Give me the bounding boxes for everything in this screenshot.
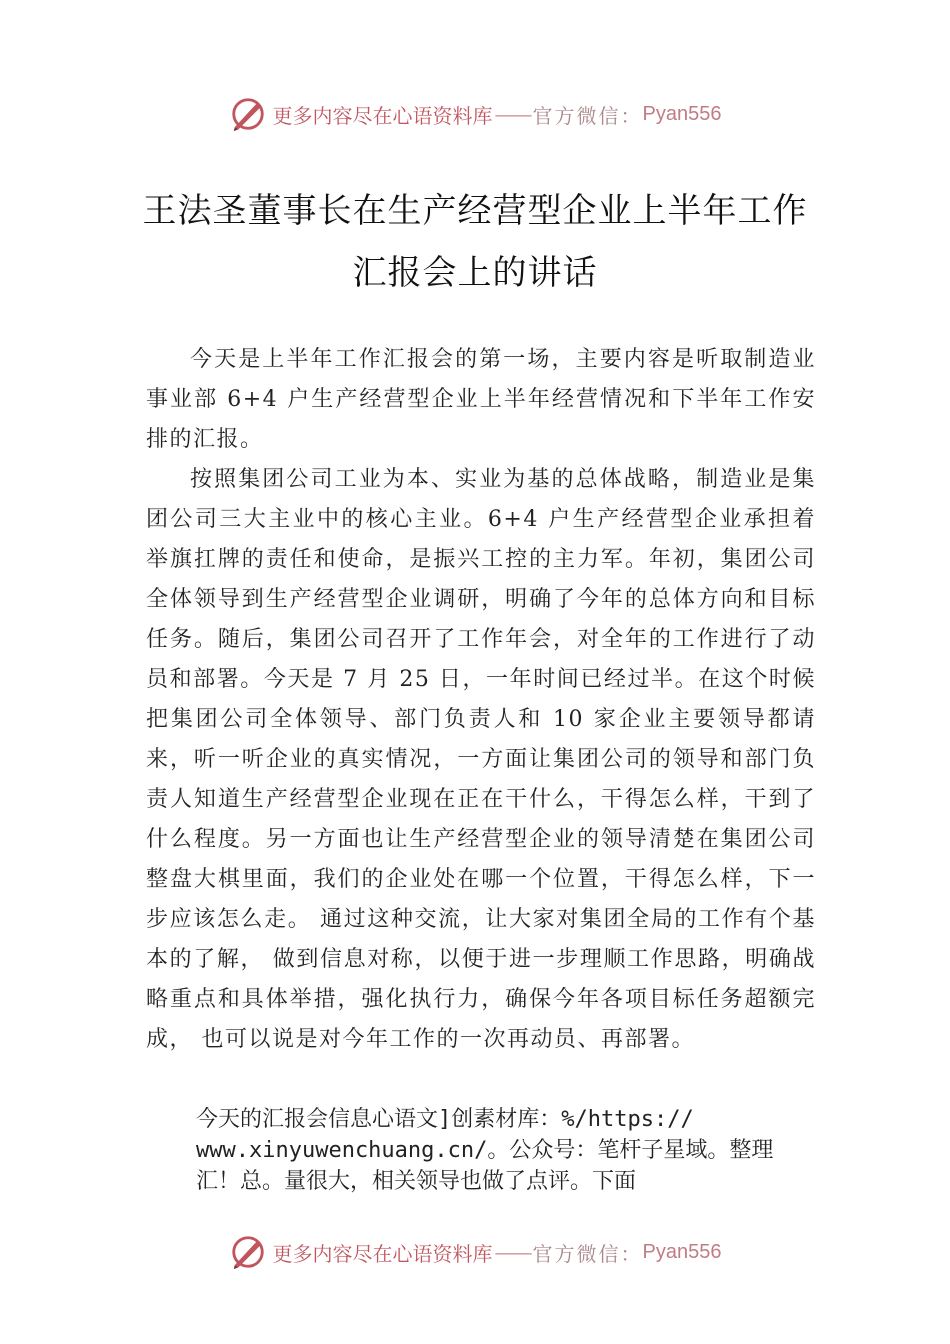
paragraph-2: 按照集团公司工业为本、实业为基的总体战略，制造业是集团公司三大主业中的核心主业。6+4 户生产经营型企业承担着举旗扛牌的责任和使命，是振兴工控的主力军。年初，集团公司全体领导到生产经营型企业调研，明确了今年的总体方向和目标任务。随后，集团公司召开了工作年会，对全年的工作进行了动员和部署。今天是 7 月 25 日，一年时间已经过半。在这个时候把集团公司全体领导、部门负责人和 10 家企业主要领导都请来，听一听企业的真实情况，一方面让集团公司的领导和部门负责人知道生产经营型企业现在正在干什么，干得怎么样，干到了什么程度。另一方面也让生产经营型企业的领导清楚在集团公司整盘大棋里面，我们的企业处在哪一个位置，干得怎么样，下一步应该怎么走。 通过这种交流，让大家对集团全局的工作有个基本的了解， 做到信息对称，以便于进一步理顺工作思路，明确战略重点和具体举措，强化执行力，确保今年各项目标任务超额完成， 也可以说是对今年工作的一次再动员、再部署。 — [146, 467, 816, 1052]
banner-dash: —— — [494, 102, 531, 126]
paragraph-1: 今天是上半年工作汇报会的第一场，主要内容是听取制造业事业部 6+4 户生产经营型企业上半年经营情况和下半年工作安排的汇报。 — [146, 347, 816, 452]
document-title: 王法圣董事长在生产经营型企业上半年工作汇报会上的讲话 — [142, 191, 808, 293]
banner-brand: 更多内容尽在心语资料库 — [272, 1241, 493, 1266]
banner-dash: —— — [494, 1240, 531, 1264]
header-banner — [0, 92, 950, 136]
footer-banner — [0, 1230, 950, 1274]
pen-logo-icon — [229, 1233, 267, 1271]
document-body — [146, 340, 816, 1060]
banner-wechat-handle: Pyan556 — [642, 1240, 722, 1263]
banner-wechat-label: 官方微信： — [532, 1241, 643, 1266]
pen-logo-icon — [229, 95, 267, 133]
banner-wechat-handle: Pyan556 — [642, 102, 722, 125]
banner-brand: 更多内容尽在心语资料库 — [272, 103, 493, 128]
banner-wechat-label: 官方微信： — [532, 103, 643, 128]
source-note: 今天的汇报会信息心语文]创素材库：%/https:// www.xinyuwenchuang.cn/。公众号：笔杆子星域。整理 汇！总。量很大，相关领导也做了点评。下面 — [196, 1107, 774, 1194]
